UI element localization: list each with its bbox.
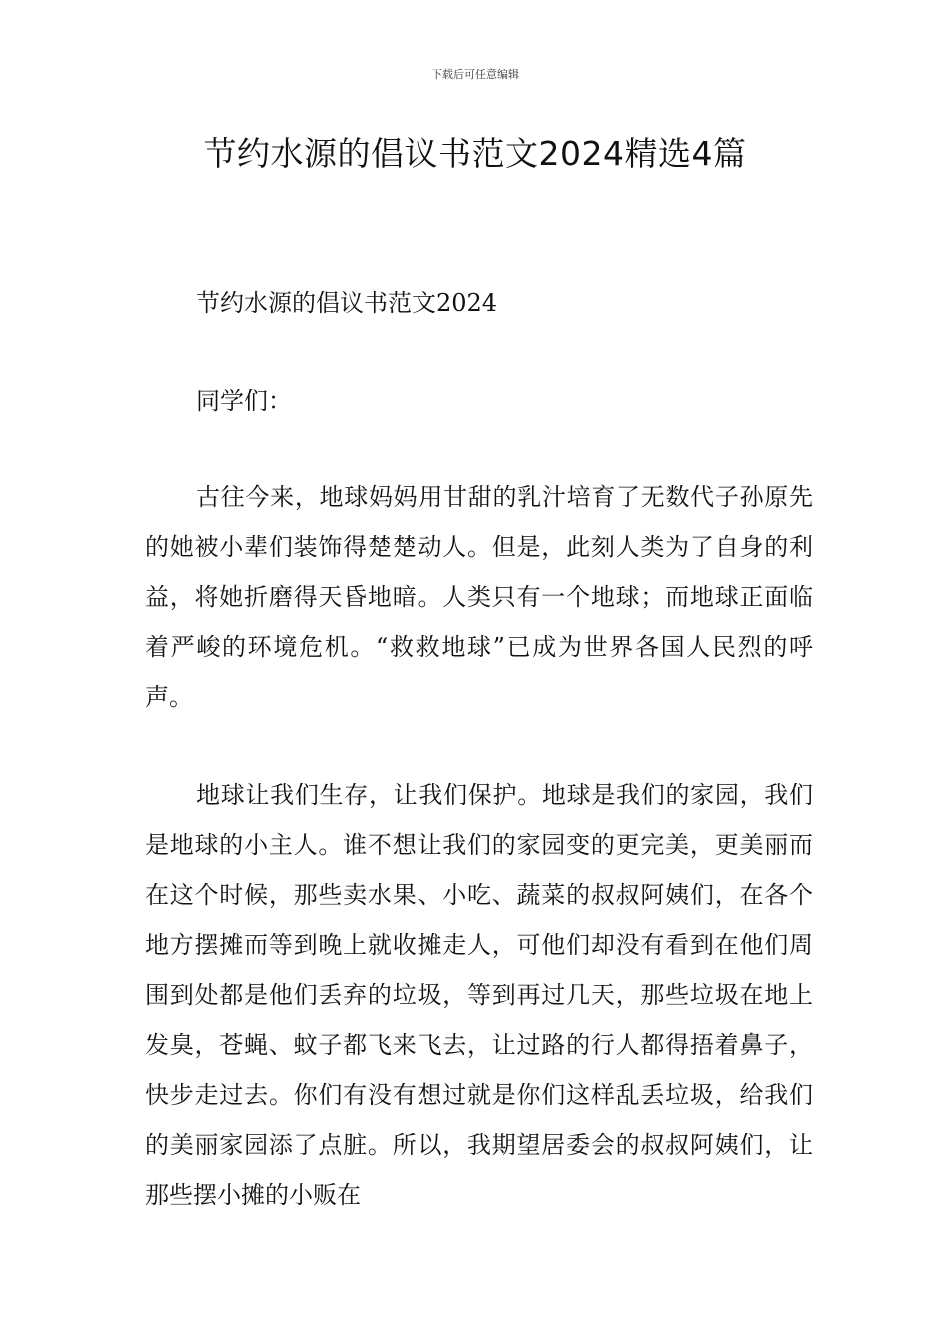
document-subtitle: 节约水源的倡议书范文2024 [196, 289, 498, 317]
paragraph-1: 古往今来，地球妈妈用甘甜的乳汁培育了无数代子孙原先的她被小辈们装饰得楚楚动人。但是，此刻人类为了自身的利益，将她折磨得天昏地暗。人类只有一个地球；而地球正面临着严峻的环境危机。“救救地球”已成为世界各国人民烈的呼声。 [145, 483, 813, 711]
header-note: 下载后可任意编辑 [431, 68, 519, 81]
greeting: 同学们： [196, 387, 292, 415]
document-title: 节约水源的倡议书范文2024精选4篇 [203, 134, 747, 173]
paragraph-2: 地球让我们生存，让我们保护。地球是我们的家园，我们是地球的小主人。谁不想让我们的家园变的更完美，更美丽而在这个时候，那些卖水果、小吃、蔬菜的叔叔阿姨们，在各个地方摆摊而等到晚上就收摊走人，可他们却没有看到在他们周围到处都是他们丢弃的垃圾，等到再过几天，那些垃圾在地上发臭，苍蝇、蚊子都飞来飞去，让过路的行人都得捂着鼻子，快步走过去。你们有没有想过就是你们这样乱丢垃圾，给我们的美丽家园添了点脏。所以，我期望居委会的叔叔阿姨们，让那些摆小摊的小贩在 [145, 781, 813, 1209]
